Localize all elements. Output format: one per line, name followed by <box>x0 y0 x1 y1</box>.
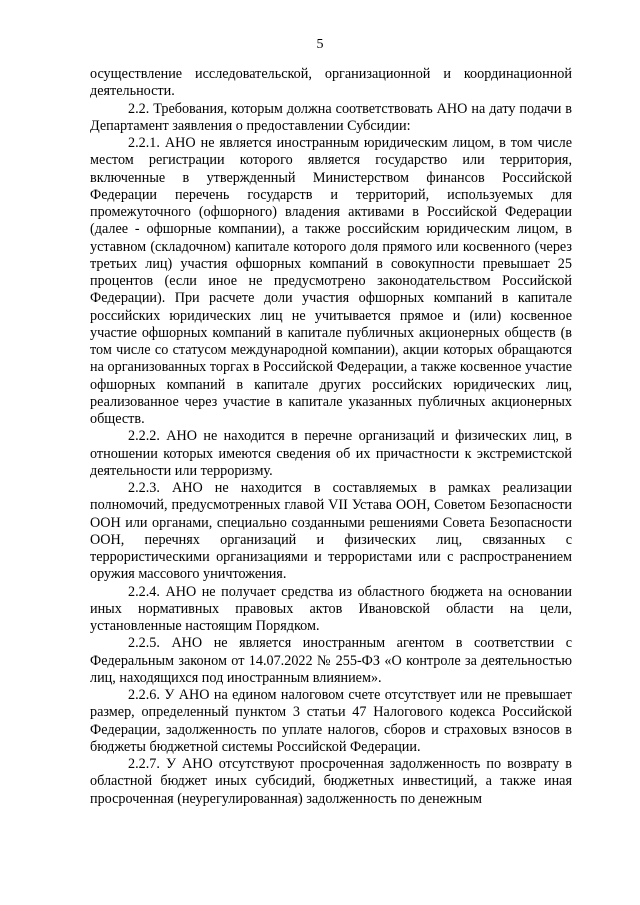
paragraph-2-2-5: 2.2.5. АНО не является иностранным агентом в соответствии с Федеральным законом от 14.07.2022 № 255-ФЗ «О контроле за деятельностью лиц, находящихся под иностранным влиянием». <box>90 635 572 686</box>
page-number: 5 <box>316 37 324 52</box>
paragraph-2-2: 2.2. Требования, которым должна соответствовать АНО на дату подачи в Департамент заявления о предоставлении Субсидии: <box>90 100 572 134</box>
paragraph-2-2-3: 2.2.3. АНО не находится в составляемых в рамках реализации полномочий, предусмотренных главой VII Устава ООН, Советом Безопасности ООН или органами, специально созданными решениями Совета Безопасности ООН, перечнях организаций и физических лиц, связанных с террористическими организациями и террористами или с распространением оружия массового уничтожения. <box>90 480 572 583</box>
paragraph-2-2-4: 2.2.4. АНО не получает средства из областного бюджета на основании иных нормативных правовых актов Ивановской области на цели, установленные настоящим Порядком. <box>90 583 572 634</box>
document-body <box>90 66 572 808</box>
paragraph-2-2-1: 2.2.1. АНО не является иностранным юридическим лицом, в том числе местом регистрации которого является государство или территория, включенные в утвержденный Министерством финансов Российской Федерации перечень государств и территорий, используемых для промежуточного (офшорного) владения активами в Российской Федерации (далее - офшорные компании), а также российским юридическим лицом, в уставном (складочном) капитале которого доля прямого или косвенного (через третьих лиц) участия офшорных компаний в совокупности превышает 25 процентов (если иное не предусмотрено законодательством Российской Федерации). При расчете доли участия офшорных компаний в капитале российских юридических лиц не учитывается прямое и (или) косвенное участие офшорных компаний в капитале публичных акционерных обществ (в том числе со статусом международной компании), акции которых обращаются на организованных торгах в Российской Федерации, а также косвенное участие офшорных компаний в капитале других российских юридических лиц, реализованное через участие в капитале указанных публичных акционерных обществ. <box>90 135 572 427</box>
paragraph-continuation: осуществление исследовательской, организационной и координационной деятельности. <box>90 66 572 100</box>
paragraph-2-2-7: 2.2.7. У АНО отсутствуют просроченная задолженность по возврату в областной бюджет иных субсидий, бюджетных инвестиций, а также иная просроченная (неурегулированная) задолженность по денежным <box>90 756 572 807</box>
paragraph-2-2-6: 2.2.6. У АНО на едином налоговом счете отсутствует или не превышает размер, определенный пунктом 3 статьи 47 Налогового кодекса Российской Федерации, задолженность по уплате налогов, сборов и страховых взносов в бюджеты бюджетной системы Российской Федерации. <box>90 687 572 755</box>
paragraph-2-2-2: 2.2.2. АНО не находится в перечне организаций и физических лиц, в отношении которых имеются сведения об их причастности к экстремистской деятельности или терроризму. <box>90 428 572 479</box>
